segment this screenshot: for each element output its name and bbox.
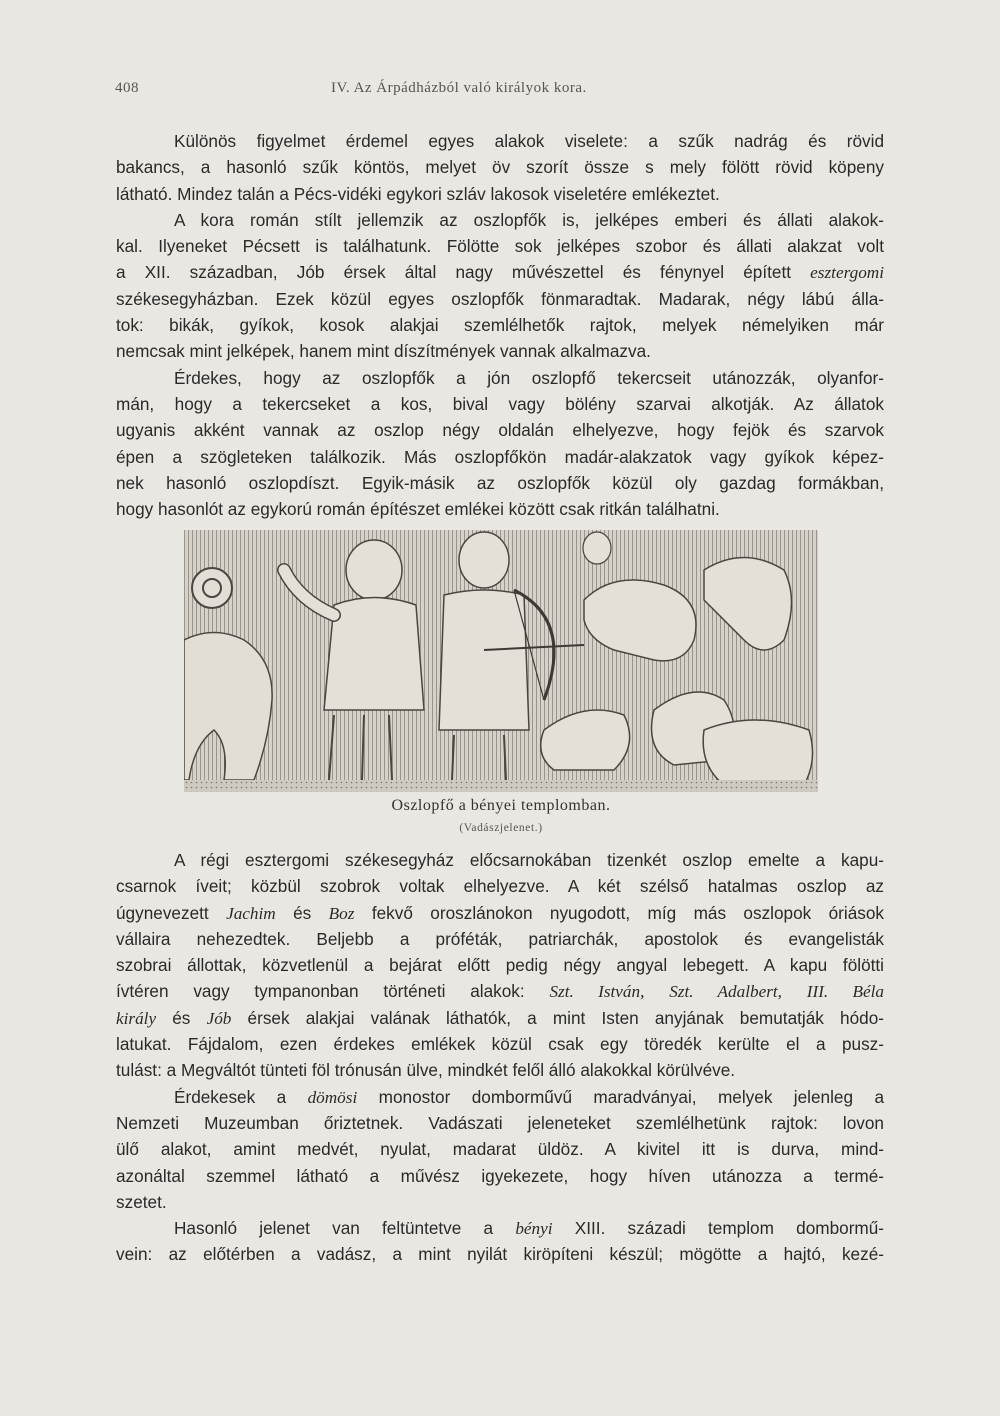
text-line: szobrai állottak, közvetlenül a bejárat előtt pedig négy angyal lebegett. A kapu fölötti bbox=[116, 955, 884, 976]
text-line bbox=[116, 259, 884, 285]
text-segment: érsek alakjai valának láthatók, a mint Isten anyjának bemutatják hódo- bbox=[247, 1007, 884, 1028]
running-title: IV. Az Árpádházból való királyok kora. bbox=[331, 80, 587, 96]
text-line: épen a szögleteken találkozik. Más oszlopfőkön madár-alakzatok vagy gyíkok képez- bbox=[116, 446, 884, 467]
text-line: A kora román stílt jellemzik az oszlopfők is, jelképes emberi és állati alakok- bbox=[174, 209, 884, 230]
text-line: nemcsak mint jelképek, hanem mint díszítmények vannak alkalmazva. bbox=[116, 341, 651, 362]
italic-term: dömösi bbox=[307, 1087, 358, 1107]
text-line: A régi esztergomi székesegyház előcsarnokában tizenkét oszlop emelte a kapu- bbox=[174, 850, 884, 870]
text-line: Különös figyelmet érdemel egyes alakok viselete: a szűk nadrág és rövid bbox=[174, 131, 884, 151]
figure-subcaption: (Vadászjelenet.) bbox=[459, 822, 543, 834]
italic-term: III. Béla bbox=[806, 982, 884, 1002]
text-block-top bbox=[116, 128, 884, 522]
text-line: mán, hogy a tekercseket a kos, bival vagy bölény szarvai alkotják. Az állatok bbox=[116, 393, 884, 414]
text-line: látható. Mindez talán a Pécs-vidéki egykori szláv lakosok viseletére emlékeztet. bbox=[116, 183, 720, 204]
text-block-bottom bbox=[116, 847, 884, 1268]
text-line: latukat. Fájdalom, ezen érdekes emlékek közül csak egy töredék kerülte el a pusz- bbox=[116, 1034, 884, 1055]
text-line: nek hasonló oszlopdíszt. Egyik-másik az oszlopfők közül oly gazdag formákban, bbox=[116, 472, 884, 493]
text-line: ugyanis akként vannak az oszlop négy oldalán elhelyezve, hogy fejök és szarvok bbox=[116, 420, 884, 441]
italic-term: Szt. Adalbert, bbox=[669, 982, 782, 1002]
text-line: vein: az előtérben a vadász, a mint nyilát kiröpíteni készül; mögötte a hajtó, kezé- bbox=[116, 1244, 884, 1265]
text-line bbox=[116, 1005, 884, 1031]
text-line bbox=[116, 1084, 884, 1110]
text-line: kal. Ilyeneket Pécsett is találhatunk. Fölötte sok jelképes szobor és állati alakzat volt bbox=[116, 236, 884, 257]
text-line: Érdekes, hogy az oszlopfők a jón oszlopfő tekercseit utánozzák, olyanfor- bbox=[174, 367, 884, 388]
text-segment: a XII. században, Jób érsek által nagy művészettel és fénynyel épített bbox=[116, 262, 811, 283]
text-line bbox=[116, 900, 884, 926]
italic-term: Szt. István, bbox=[549, 982, 645, 1002]
engraving-image bbox=[184, 530, 818, 792]
text-line: vállaira nehezedtek. Beljebb a próféták, patriarchák, apostolok és evangelisták bbox=[116, 928, 884, 949]
text-line: tok: bikák, gyíkok, kosok alakjai szemlélhetők rajtok, melyek némelyiken már bbox=[116, 315, 884, 336]
text-line: Nemzeti Muzeumban őriztetnek. Vadászati jeleneteket szemlélhetünk rajtok: lovon bbox=[116, 1112, 884, 1133]
relief-illustration bbox=[184, 530, 818, 792]
text-segment: Hasonló jelenet van feltüntetve a bbox=[174, 1218, 494, 1239]
text-line: szetet. bbox=[116, 1191, 167, 1212]
text-segment: ívtéren vagy tympanonban történeti alakok: bbox=[116, 981, 525, 1002]
text-line bbox=[116, 978, 884, 1004]
text-segment: és bbox=[293, 902, 312, 923]
text-segment: fekvő oroszlánokon nyugodott, míg más oszlopok óriások bbox=[371, 902, 884, 923]
text-line: hogy hasonlót az egykorú román építészet emlékei között csak ritkán találhatni. bbox=[116, 499, 720, 520]
page-number: 408 bbox=[115, 80, 139, 96]
text-segment: úgynevezett bbox=[116, 902, 209, 923]
text-segment: Érdekesek a bbox=[174, 1086, 287, 1107]
text-line: azonáltal szemmel látható a művész igyekezete, hogy híven utánozza a termé- bbox=[116, 1165, 884, 1186]
text-line bbox=[116, 1215, 884, 1241]
italic-term: Jachim bbox=[226, 903, 276, 923]
text-line: tulást: a Megváltót tünteti föl trónusán ülve, mindkét felől álló alakokkal körülvéve. bbox=[116, 1060, 736, 1081]
text-segment: és bbox=[172, 1007, 191, 1028]
italic-term: esztergomi bbox=[810, 263, 884, 283]
italic-term: király bbox=[116, 1008, 157, 1028]
figure-caption: Oszlopfő a bényei templomban. bbox=[391, 797, 611, 814]
text-line: bakancs, a hasonló szűk köntös, melyet öv szorít össze s mely fölött rövid köpeny bbox=[116, 157, 884, 178]
italic-term: bényi bbox=[515, 1219, 553, 1239]
page-header bbox=[115, 80, 885, 104]
text-segment: XIII. századi templom dombormű- bbox=[574, 1218, 884, 1239]
italic-term: Jób bbox=[206, 1008, 232, 1028]
text-segment: monostor dombormű̈vű maradványai, melyek jelenleg a bbox=[378, 1086, 884, 1107]
text-line: székesegyházban. Ezek közül egyes oszlopfők fönmaradtak. Madarak, négy lábú álla- bbox=[116, 288, 884, 309]
italic-term: Boz bbox=[328, 903, 355, 923]
text-line: csarnok íveit; közbül szobrok voltak elhelyezve. A két szélső hatalmas oszlop az bbox=[116, 876, 884, 897]
text-line: ülő alakot, amint medvét, nyulat, madarat üldöz. A kivitel itt is durva, mind- bbox=[116, 1139, 884, 1160]
